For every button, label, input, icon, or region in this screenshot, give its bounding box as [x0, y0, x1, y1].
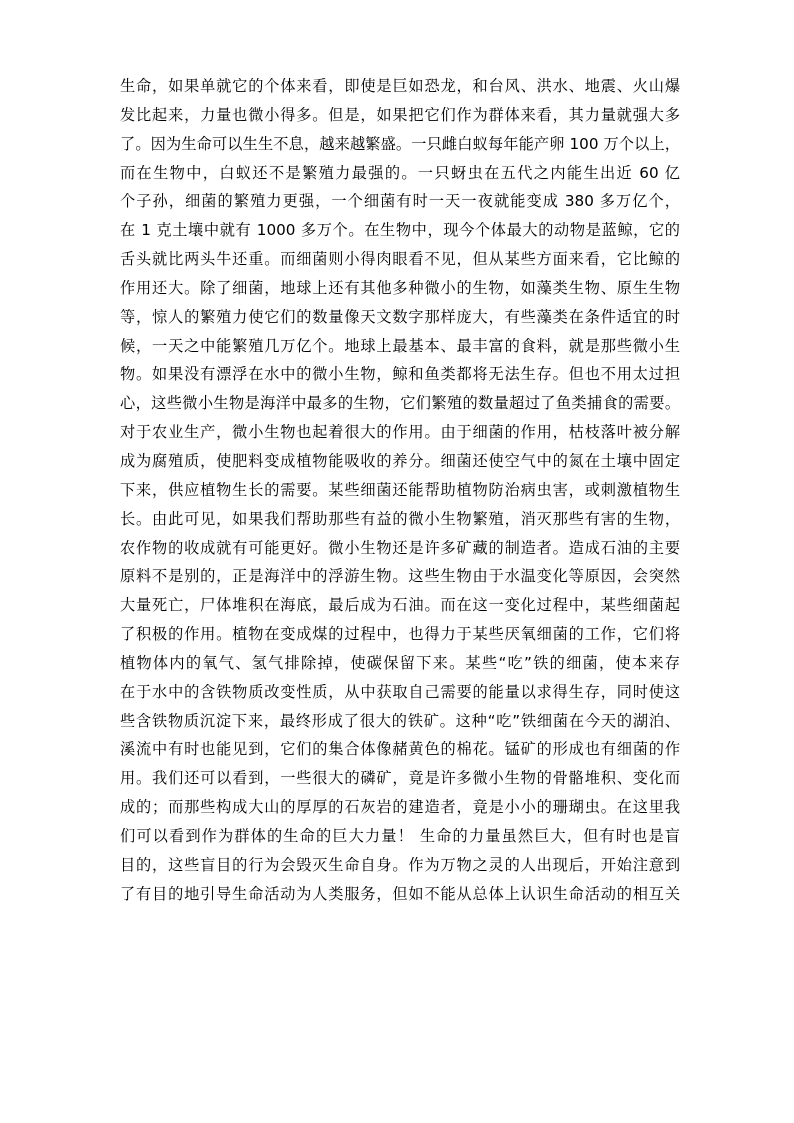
- text-line: 发比起来，力量也微小得多。但是，如果把它们作为群体来看，其力量就强大多: [120, 105, 680, 124]
- text-line: 了。因为生命可以生生不息，越来越繁盛。一只雌白蚁每年能产卵 100 万个以上，: [120, 134, 680, 153]
- text-line: 个子孙，细菌的繁殖力更强，一个细菌有时一天一夜就能变成 380 多万亿个，: [120, 192, 680, 211]
- text-line: 成的；而那些构成大山的厚厚的石灰岩的建造者，竟是小小的珊瑚虫。在这里我: [120, 798, 680, 817]
- text-line: 对于农业生产，微小生物也起着很大的作用。由于细菌的作用，枯枝落叶被分解: [120, 423, 680, 442]
- text-line: 等，惊人的繁殖力使它们的数量像天文数字那样庞大，有些藻类在条件适宜的时: [120, 307, 680, 326]
- text-line: 溪流中有时也能见到，它们的集合体像赭黄色的棉花。锰矿的形成也有细菌的作: [120, 740, 680, 759]
- text-line: 作用还大。除了细菌，地球上还有其他多种微小的生物，如藻类生物、原生生物: [120, 278, 680, 297]
- text-line: 舌头就比两头牛还重。而细菌则小得肉眼看不见，但从某些方面来看，它比鲸的: [120, 250, 680, 269]
- text-line: 植物体内的氧气、氢气排除掉，使碳保留下来。某些“吃”铁的细菌，使本来存: [120, 653, 680, 672]
- text-line: 目的，这些盲目的行为会毁灭生命自身。作为万物之灵的人出现后，开始注意到: [120, 855, 680, 874]
- text-line: 成为腐殖质，使肥料变成植物能吸收的养分。细菌还使空气中的氮在土壤中固定: [120, 451, 680, 470]
- text-line: 些含铁物质沉淀下来，最终形成了很大的铁矿。这种“吃”铁细菌在今天的湖泊、: [120, 711, 680, 730]
- text-line: 了积极的作用。植物在变成煤的过程中，也得力于某些厌氧细菌的工作，它们将: [120, 625, 680, 644]
- text-line: 们可以看到作为群体的生命的巨大力量！ 生命的力量虽然巨大，但有时也是盲: [120, 826, 680, 845]
- body-paragraph: [120, 72, 680, 908]
- text-line: 原料不是别的，正是海洋中的浮游生物。这些生物由于水温变化等原因，会突然: [120, 567, 680, 586]
- text-line: 物。如果没有漂浮在水中的微小生物，鲸和鱼类都将无法生存。但也不用太过担: [120, 365, 680, 384]
- text-line: 候，一天之中能繁殖几万亿个。地球上最基本、最丰富的食料，就是那些微小生: [120, 336, 680, 355]
- text-line: 用。我们还可以看到，一些很大的磷矿，竟是许多微小生物的骨骼堆积、变化而: [120, 769, 680, 788]
- text-line: 下来，供应植物生长的需要。某些细菌还能帮助植物防治病虫害，或刺激植物生: [120, 480, 680, 499]
- text-line: 而在生物中，白蚁还不是繁殖力最强的。一只蚜虫在五代之内能生出近 60 亿: [120, 163, 680, 182]
- text-line: 长。由此可见，如果我们帮助那些有益的微小生物繁殖，消灭那些有害的生物，: [120, 509, 680, 528]
- text-line: 在 1 克土壤中就有 1000 多万个。在生物中，现今个体最大的动物是蓝鲸，它的: [120, 221, 680, 240]
- text-line: 了有目的地引导生命活动为人类服务，但如不能从总体上认识生命活动的相互关: [120, 884, 680, 903]
- text-line: 在于水中的含铁物质改变性质，从中获取自己需要的能量以求得生存，同时使这: [120, 682, 680, 701]
- text-line: 大量死亡，尸体堆积在海底，最后成为石油。而在这一变化过程中，某些细菌起: [120, 596, 680, 615]
- text-line: 农作物的收成就有可能更好。微小生物还是许多矿藏的制造者。造成石油的主要: [120, 538, 680, 557]
- text-line: 心，这些微小生物是海洋中最多的生物，它们繁殖的数量超过了鱼类捕食的需要。: [120, 394, 680, 413]
- text-line: 生命，如果单就它的个体来看，即使是巨如恐龙，和台风、洪水、地震、火山爆: [120, 77, 680, 95]
